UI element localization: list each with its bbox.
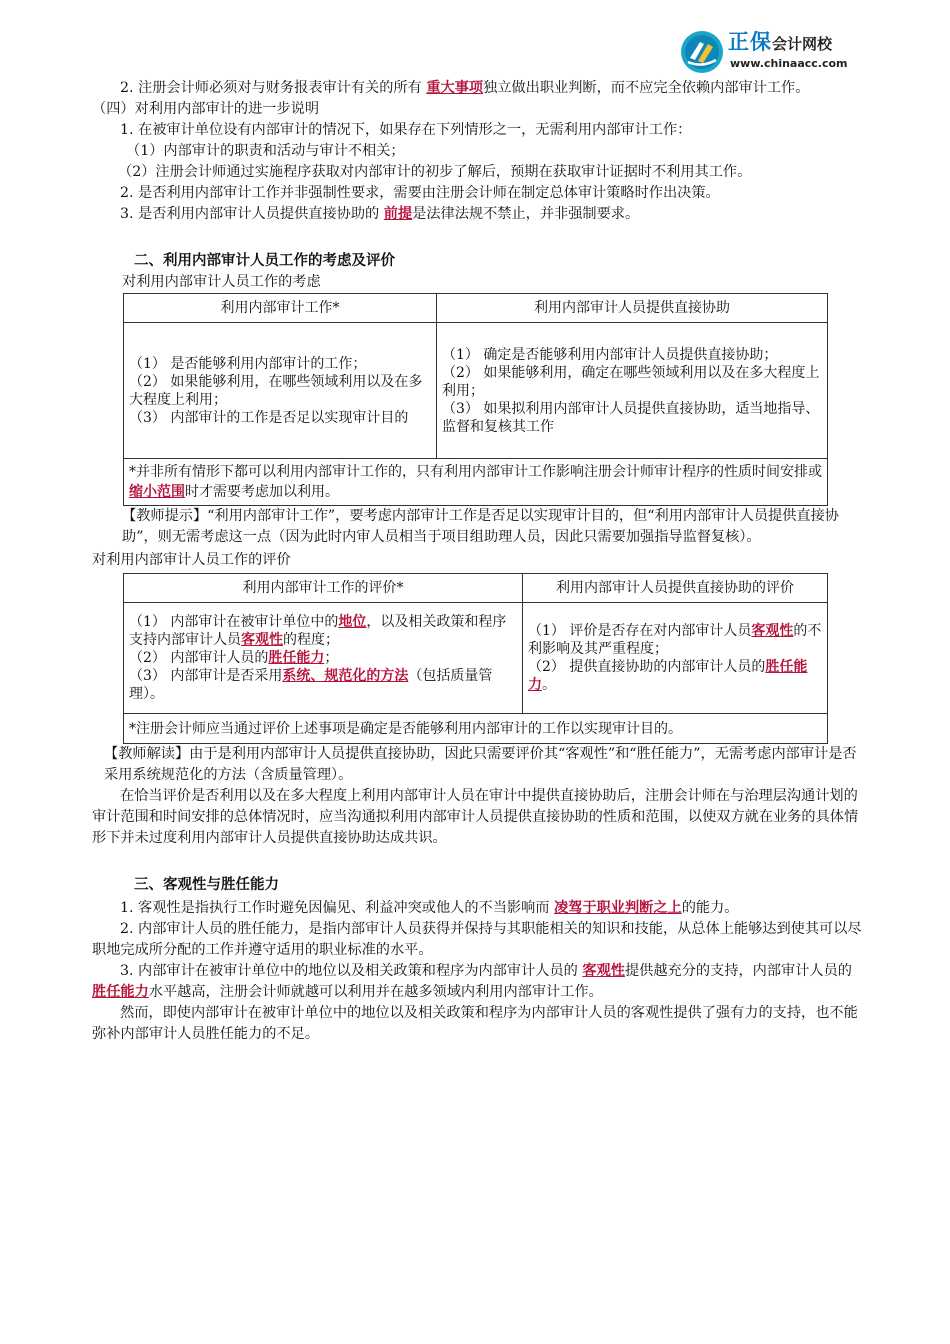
consideration-table xyxy=(123,293,828,506)
cell-line: （2） 提供直接协助的内部审计人员的胜任能力。 xyxy=(528,659,808,693)
keyword-highlight: 客观性 xyxy=(751,623,794,639)
teacher-tip: 【教师提示】“利用内部审计工作”，要考虑内部审计工作是否足以实现审计目的，但“利用内部审计人员提供直接协助”，则无需考虑这一点（因为此时内审人员相当于项目组助理人员，因此只需要加强指导监督复核）。 xyxy=(122,508,839,545)
table-cell xyxy=(437,323,828,459)
table-header: 利用内部审计工作* xyxy=(124,294,437,323)
table-header: 利用内部审计工作的评价* xyxy=(124,574,523,603)
keyword-highlight: 缩小范围 xyxy=(129,484,185,500)
cell-line: （3） 内部审计是否采用系统、规范化的方法（包括质量管理）。 xyxy=(129,668,493,702)
keyword-highlight: 客观性 xyxy=(582,963,625,979)
logo-url: www.chinaacc.com xyxy=(730,57,848,70)
cell-line: （1） 评价是否存在对内部审计人员客观性的不利影响及其严重程度； xyxy=(528,623,822,657)
logo-emblem-icon xyxy=(680,30,724,74)
keyword-highlight: 胜任能力 xyxy=(268,650,325,666)
section-heading: 三、客观性与胜任能力 xyxy=(134,877,279,893)
cell-line: （3） 内部审计的工作是否足以实现审计目的 xyxy=(129,409,409,426)
keyword-highlight: 前提 xyxy=(383,206,413,222)
chinaacc-logo xyxy=(680,24,890,78)
paragraph: 3. 内部审计在被审计单位中的地位以及相关政策和程序为内部审计人员的 客观性提供越充分的支持，内部审计人员的 胜任能力水平越高，注册会计师就越可以利用并在越多领域内利用内部审计工作。 xyxy=(92,963,852,1000)
keyword-highlight: 胜任能力 xyxy=(92,984,149,1000)
keyword-highlight: 胜任能力 xyxy=(528,659,808,693)
paragraph: 在恰当评价是否利用以及在多大程度上利用内部审计人员在审计中提供直接协助后，注册会计师在与治理层沟通计划的审计范围和时间安排的总体情况时，应当沟通拟利用内部审计人员提供直接协助的性质和范围，以使双方就在业务的具体情形下并未过度利用内部审计人员提供直接协助达成共识。 xyxy=(92,788,859,846)
cell-line: （1） 内部审计在被审计单位中的地位，以及相关政策和程序支持内部审计人员客观性的程度； xyxy=(129,614,507,648)
table-header: 利用内部审计人员提供直接协助的评价 xyxy=(523,574,828,603)
list-item: （1）内部审计的职责和活动与审计不相关； xyxy=(126,143,405,159)
paragraph: 然而，即使内部审计在被审计单位中的地位以及相关政策和程序为内部审计人员的客观性提供了强有力的支持，也不能弥补内部审计人员胜任能力的不足。 xyxy=(92,1005,858,1042)
keyword-highlight: 地位 xyxy=(338,614,367,630)
paragraph: 1. 在被审计单位设有内部审计的情况下，如果存在下列情形之一，无需利用内部审计工作： xyxy=(120,122,692,138)
table-cell xyxy=(124,603,523,714)
cell-line: （1） 确定是否能够利用内部审计人员提供直接协助； xyxy=(442,346,778,363)
cell-line: （3） 如果拟利用内部审计人员提供直接协助，适当地指导、监督和复核其工作 xyxy=(442,400,820,435)
paragraph: 2. 是否利用内部审计工作并非强制性要求，需要由注册会计师在制定总体审计策略时作出决策。 xyxy=(120,185,720,201)
paragraph: 1. 客观性是指执行工作时避免因偏见、利益冲突或他人的不当影响而 凌驾于职业判断之上的能力。 xyxy=(120,900,739,916)
cell-line: （2） 如果能够利用，确定在哪些领域利用以及在多大程度上利用； xyxy=(442,364,820,399)
keyword-highlight: 凌驾于职业判断之上 xyxy=(554,900,682,916)
cell-line: （2） 如果能够利用，在哪些领域利用以及在多大程度上利用； xyxy=(129,373,423,408)
paragraph: 2. 注册会计师必须对与财务报表审计有关的所有 重大事项独立做出职业判断，而不应完全依赖内部审计工作。 xyxy=(120,80,810,96)
keyword-highlight: 重大事项 xyxy=(426,80,484,96)
paragraph: 3. 是否利用内部审计人员提供直接协助的 前提是法律法规不禁止，并非强制要求。 xyxy=(120,206,640,222)
table-caption: 对利用内部审计人员工作的考虑 xyxy=(122,274,321,290)
table-cell xyxy=(523,603,828,714)
table-note: *注册会计师应当通过评价上述事项是确定是否能够利用内部审计的工作以实现审计目的。 xyxy=(124,714,828,744)
paragraph: 2. 内部审计人员的胜任能力，是指内部审计人员获得并保持与其职能相关的知识和技能，从总体上能够达到使其可以尽职地完成所分配的工作并遵守适用的职业标准的水平。 xyxy=(92,921,862,958)
cell-line: （2） 内部审计人员的胜任能力； xyxy=(129,650,339,666)
logo-brand: 正保会计网校 xyxy=(728,30,833,54)
keyword-highlight: 客观性 xyxy=(241,632,283,648)
subheading: （四）对利用内部审计的进一步说明 xyxy=(92,101,320,117)
table-cell xyxy=(124,323,437,459)
table-caption: 对利用内部审计人员工作的评价 xyxy=(92,552,291,568)
table-note: *并非所有情形下都可以利用内部审计工作的，只有利用内部审计工作影响注册会计师审计程序的性质时间安排或缩小范围时才需要考虑加以利用。 xyxy=(124,459,828,506)
document-body xyxy=(92,78,862,1045)
list-item: （2）注册会计师通过实施程序获取对内部审计的初步了解后，预期在获取审计证据时不利用其工作。 xyxy=(118,164,752,180)
keyword-highlight: 系统、规范化的方法 xyxy=(282,668,409,684)
section-heading: 二、利用内部审计人员工作的考虑及评价 xyxy=(134,253,395,269)
table-header: 利用内部审计人员提供直接协助 xyxy=(437,294,828,323)
evaluation-table xyxy=(123,573,828,744)
teacher-explanation: 【教师解读】由于是利用内部审计人员提供直接协助，因此只需要评价其“客观性”和“胜任能力”，无需考虑内部审计是否采用系统规范化的方法（含质量管理）。 xyxy=(104,746,857,783)
cell-line: （1） 是否能够利用内部审计的工作； xyxy=(129,355,367,372)
